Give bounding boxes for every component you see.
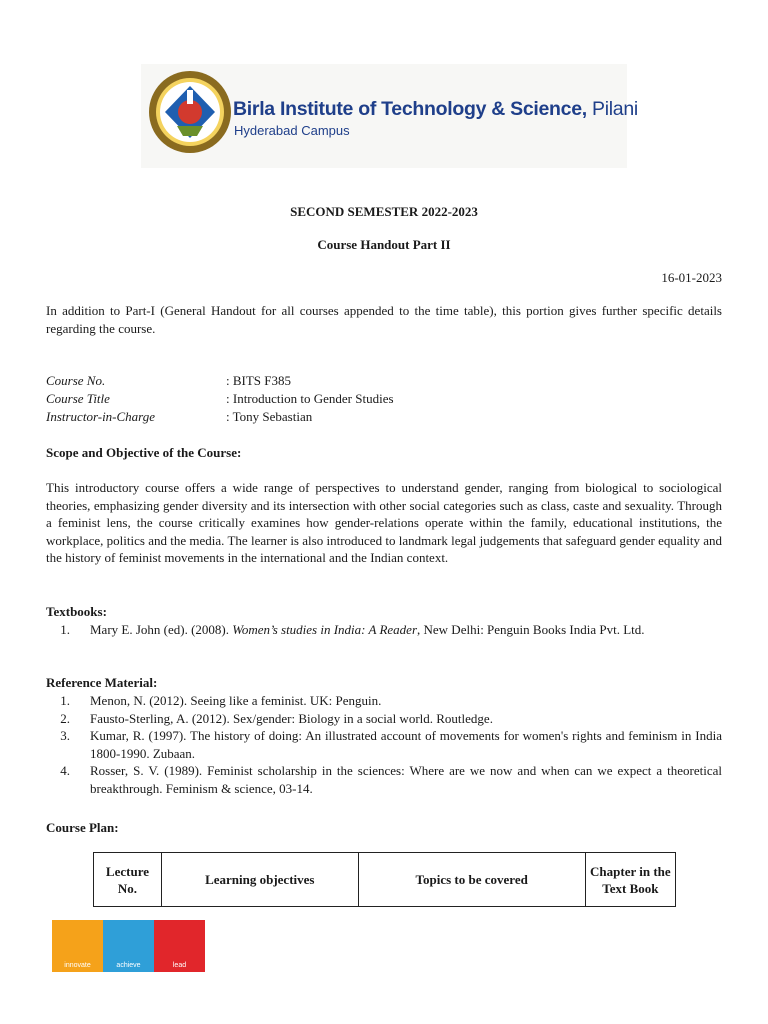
footer-tagline-logo: [52, 920, 205, 972]
table-header-row: [94, 853, 676, 907]
instructor-row: [46, 408, 394, 426]
detail-label: Instructor-in-Charge: [46, 409, 156, 424]
institute-seal-icon: [147, 68, 233, 156]
list-number: 3.: [60, 728, 70, 743]
intro-paragraph: In addition to Part-I (General Handout for all courses appended to the time table), this portion gives further specific details regarding the course.: [46, 303, 722, 336]
institute-name: Birla Institute of Technology & Science, Pilani: [233, 98, 638, 120]
course-plan-table: [93, 852, 676, 907]
list-item: [46, 727, 722, 762]
course-number-row: [46, 372, 394, 390]
textbook-title: Women’s studies in India: A Reader: [232, 622, 418, 637]
list-item: [46, 692, 722, 710]
handout-title: Course Handout Part II: [317, 237, 451, 252]
tagline-segment: lead: [154, 920, 205, 972]
references-heading: Reference Material:: [46, 675, 158, 690]
reference-text: Rosser, S. V. (1989). Feminist scholarship in the sciences: Where are we now and when can we expect a theoretical breakthrough. Feminism & science, 03-14.: [90, 763, 722, 796]
scope-heading: Scope and Objective of the Course:: [46, 445, 242, 460]
list-number: 1.: [60, 693, 70, 708]
column-header: Chapter in the Text Book: [585, 853, 675, 907]
list-number: 4.: [60, 763, 70, 778]
list-item: [46, 710, 722, 728]
course-title-row: [46, 390, 394, 408]
column-header: Topics to be covered: [358, 853, 585, 907]
references-list: [46, 692, 722, 797]
detail-label: Course Title: [46, 391, 110, 406]
course-plan-heading: Course Plan:: [46, 820, 119, 835]
reference-text: Kumar, R. (1997). The history of doing: An illustrated account of movements for women's rights and feminism in India 1800-1990. Zubaan.: [90, 728, 722, 761]
list-number: 1.: [60, 622, 70, 637]
detail-value: : Introduction to Gender Studies: [226, 391, 394, 406]
list-item: [46, 762, 722, 797]
column-header: Learning objectives: [161, 853, 358, 907]
column-header: Lecture No.: [94, 853, 162, 907]
textbook-citation: Mary E. John (ed). (2008). Women’s studies in India: A Reader, New Delhi: Penguin Books India Pvt. Ltd.: [90, 622, 645, 637]
list-number: 2.: [60, 710, 70, 726]
scope-paragraph: This introductory course offers a wide range of perspectives to understand gender, ranging from biological to sociological theories, emphasizing gender diversity and its intersection with other social categories such as class, caste and sexuality. Through a feminist lens, the course critically examines how gender-relations operate within the family, educational institutions, the workplace, politics and the media. The learner is also introduced to landmark legal judgements that safeguard gender equality and the history of feminist movements in the international and the Indian context.: [46, 480, 722, 565]
institute-campus: Hyderabad Campus: [234, 123, 350, 138]
semester-title: SECOND SEMESTER 2022-2023: [290, 204, 478, 219]
textbooks-heading: Textbooks:: [46, 604, 107, 619]
course-details: [46, 372, 394, 426]
reference-text: Menon, N. (2012). Seeing like a feminist. UK: Penguin.: [90, 693, 382, 708]
handout-date: 16-01-2023: [661, 270, 722, 285]
list-item: [46, 621, 722, 639]
tagline-segment: achieve: [103, 920, 154, 972]
detail-value: : Tony Sebastian: [226, 409, 313, 424]
reference-text: Fausto-Sterling, A. (2012). Sex/gender: Biology in a social world. Routledge.: [90, 710, 493, 726]
textbooks-list: [46, 621, 722, 639]
tagline-segment: innovate: [52, 920, 103, 972]
detail-value: : BITS F385: [226, 373, 292, 388]
detail-label: Course No.: [46, 373, 106, 388]
